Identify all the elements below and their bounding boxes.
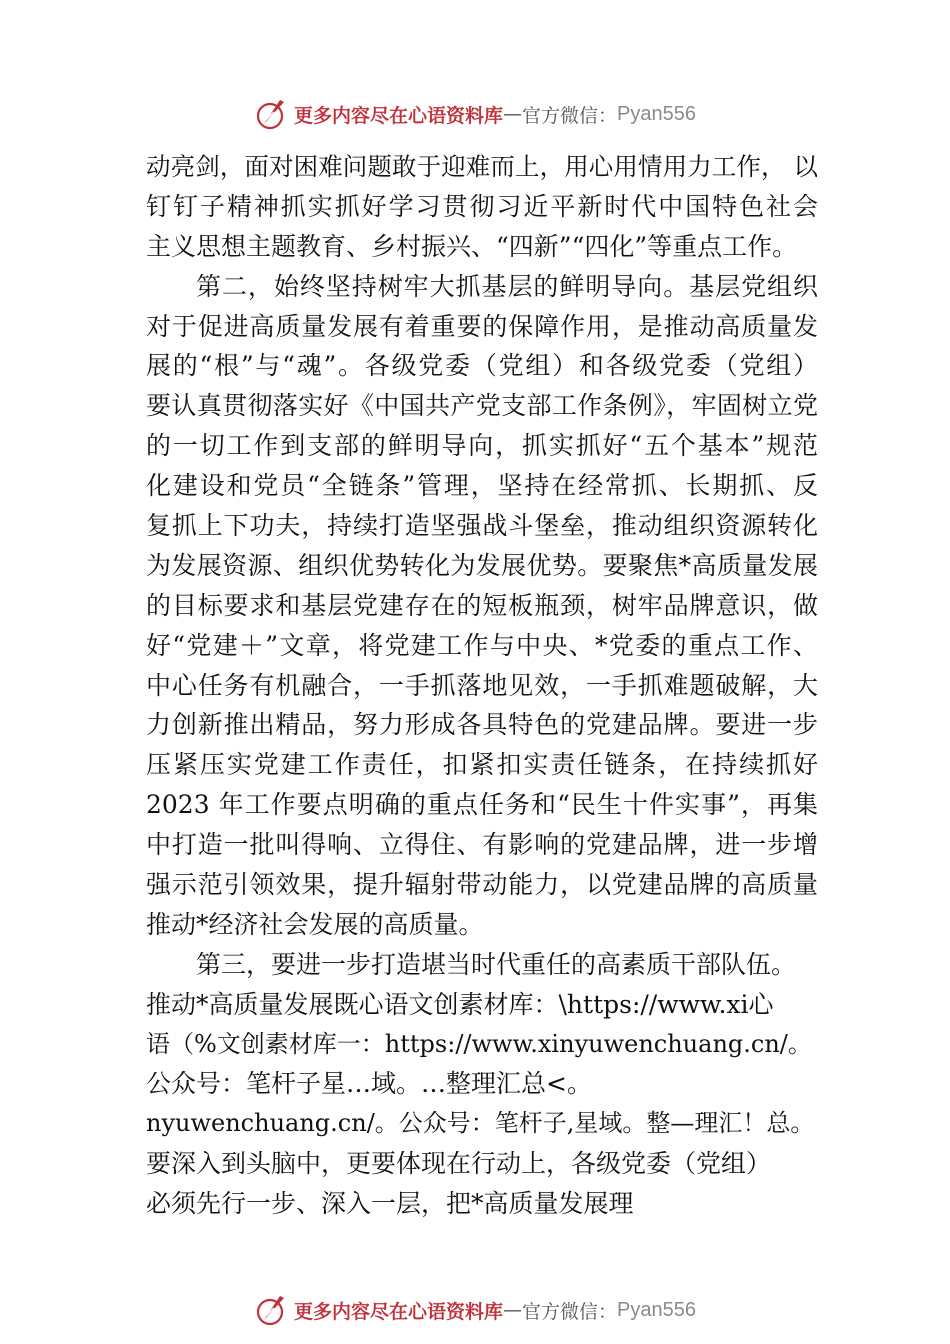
body-line: 的目标要求和基层党建存在的短板瓶颈，树牢品牌意识，做 — [146, 590, 818, 620]
banner-dash: — — [503, 103, 523, 125]
body-line: 化建设和党员“全链条”管理，坚持在经常抓、长期抓、反 — [146, 471, 818, 501]
body-line: 必须先行一步、深入一层，把*高质量发展理 — [146, 1189, 634, 1219]
body-line: 动亮剑，面对困难问题敢于迎难而上，用心用情用力工作， 以 — [146, 152, 818, 181]
quill-logo-icon — [254, 96, 290, 132]
body-line: 为发展资源、组织优势转化为发展优势。要聚焦*高质量发展 — [146, 550, 818, 580]
banner-dash: — — [503, 1299, 523, 1321]
body-line: 要认真贯彻落实好《中国共产党支部工作条例》，牢固树立党 — [146, 391, 818, 421]
banner-wechat-id: Pyan556 — [617, 1298, 696, 1321]
body-line: 推动*经济社会发展的高质量。 — [146, 909, 484, 939]
body-line: 强示范引领效果，提升辐射带动能力，以党建品牌的高质量 — [146, 870, 818, 900]
body-line: 公众号：笔杆子星…域。…整理汇总<。 — [146, 1069, 592, 1099]
banner-wechat-label: 官方微信： — [522, 1300, 618, 1323]
banner-wechat-label: 官方微信： — [522, 104, 618, 127]
body-line: 语（%文创素材库一：https://www.xinyuwenchuang.cn/。 — [146, 1029, 812, 1058]
body-line: 第三，要进一步打造堪当时代重任的高素质干部队伍。 — [196, 949, 797, 979]
body-line: 2023 年工作要点明确的重点任务和“民生十件实事”，再集 — [146, 790, 818, 820]
body-line: 中心任务有机融合，一手抓落地见效，一手抓难题破解，大 — [146, 670, 818, 700]
body-line: 压紧压实党建工作责任，扣紧扣实责任链条，在持续抓好 — [146, 750, 818, 780]
header-watermark-banner — [0, 94, 950, 134]
body-line: 钉钉子精神抓实抓好学习贯彻习近平新时代中国特色社会 — [146, 191, 818, 221]
body-line: 的一切工作到支部的鲜明导向，抓实抓好“五个基本”规范 — [146, 431, 818, 461]
document-body — [146, 147, 818, 1224]
body-line: 力创新推出精品，努力形成各具特色的党建品牌。要进一步 — [146, 710, 818, 740]
body-line: 第二，始终坚持树牢大抓基层的鲜明导向。基层党组织 — [196, 271, 818, 301]
body-line: 要深入到头脑中，更要体现在行动上，各级党委（党组） — [146, 1149, 772, 1179]
body-line: 展的“根”与“魂”。各级党委（党组）和各级党委（党组） — [146, 351, 818, 381]
banner-promo-text: 更多内容尽在心语资料库 — [294, 104, 504, 127]
body-line: 中打造一批叫得响、立得住、有影响的党建品牌，进一步增 — [146, 830, 818, 860]
body-line: 主义思想主题教育、乡村振兴、“四新”“四化”等重点工作。 — [146, 231, 798, 261]
banner-promo-text: 更多内容尽在心语资料库 — [294, 1300, 504, 1323]
body-line: 好“党建＋”文章，将党建工作与中央、*党委的重点工作、 — [146, 630, 818, 660]
quill-logo-icon — [254, 1292, 290, 1328]
banner-wechat-id: Pyan556 — [617, 102, 696, 125]
body-line: 复抓上下功夫，持续打造坚强战斗堡垒，推动组织资源转化 — [146, 511, 818, 541]
body-line: 对于促进高质量发展有着重要的保障作用，是推动高质量发 — [146, 311, 818, 341]
footer-watermark-banner — [0, 1290, 950, 1330]
body-line: nyuwenchuang.cn/。公众号：笔杆子,星域。整—理汇！总。 — [146, 1109, 815, 1138]
body-line: 推动*高质量发展既心语文创素材库：\https://www.xi心 — [146, 989, 774, 1019]
